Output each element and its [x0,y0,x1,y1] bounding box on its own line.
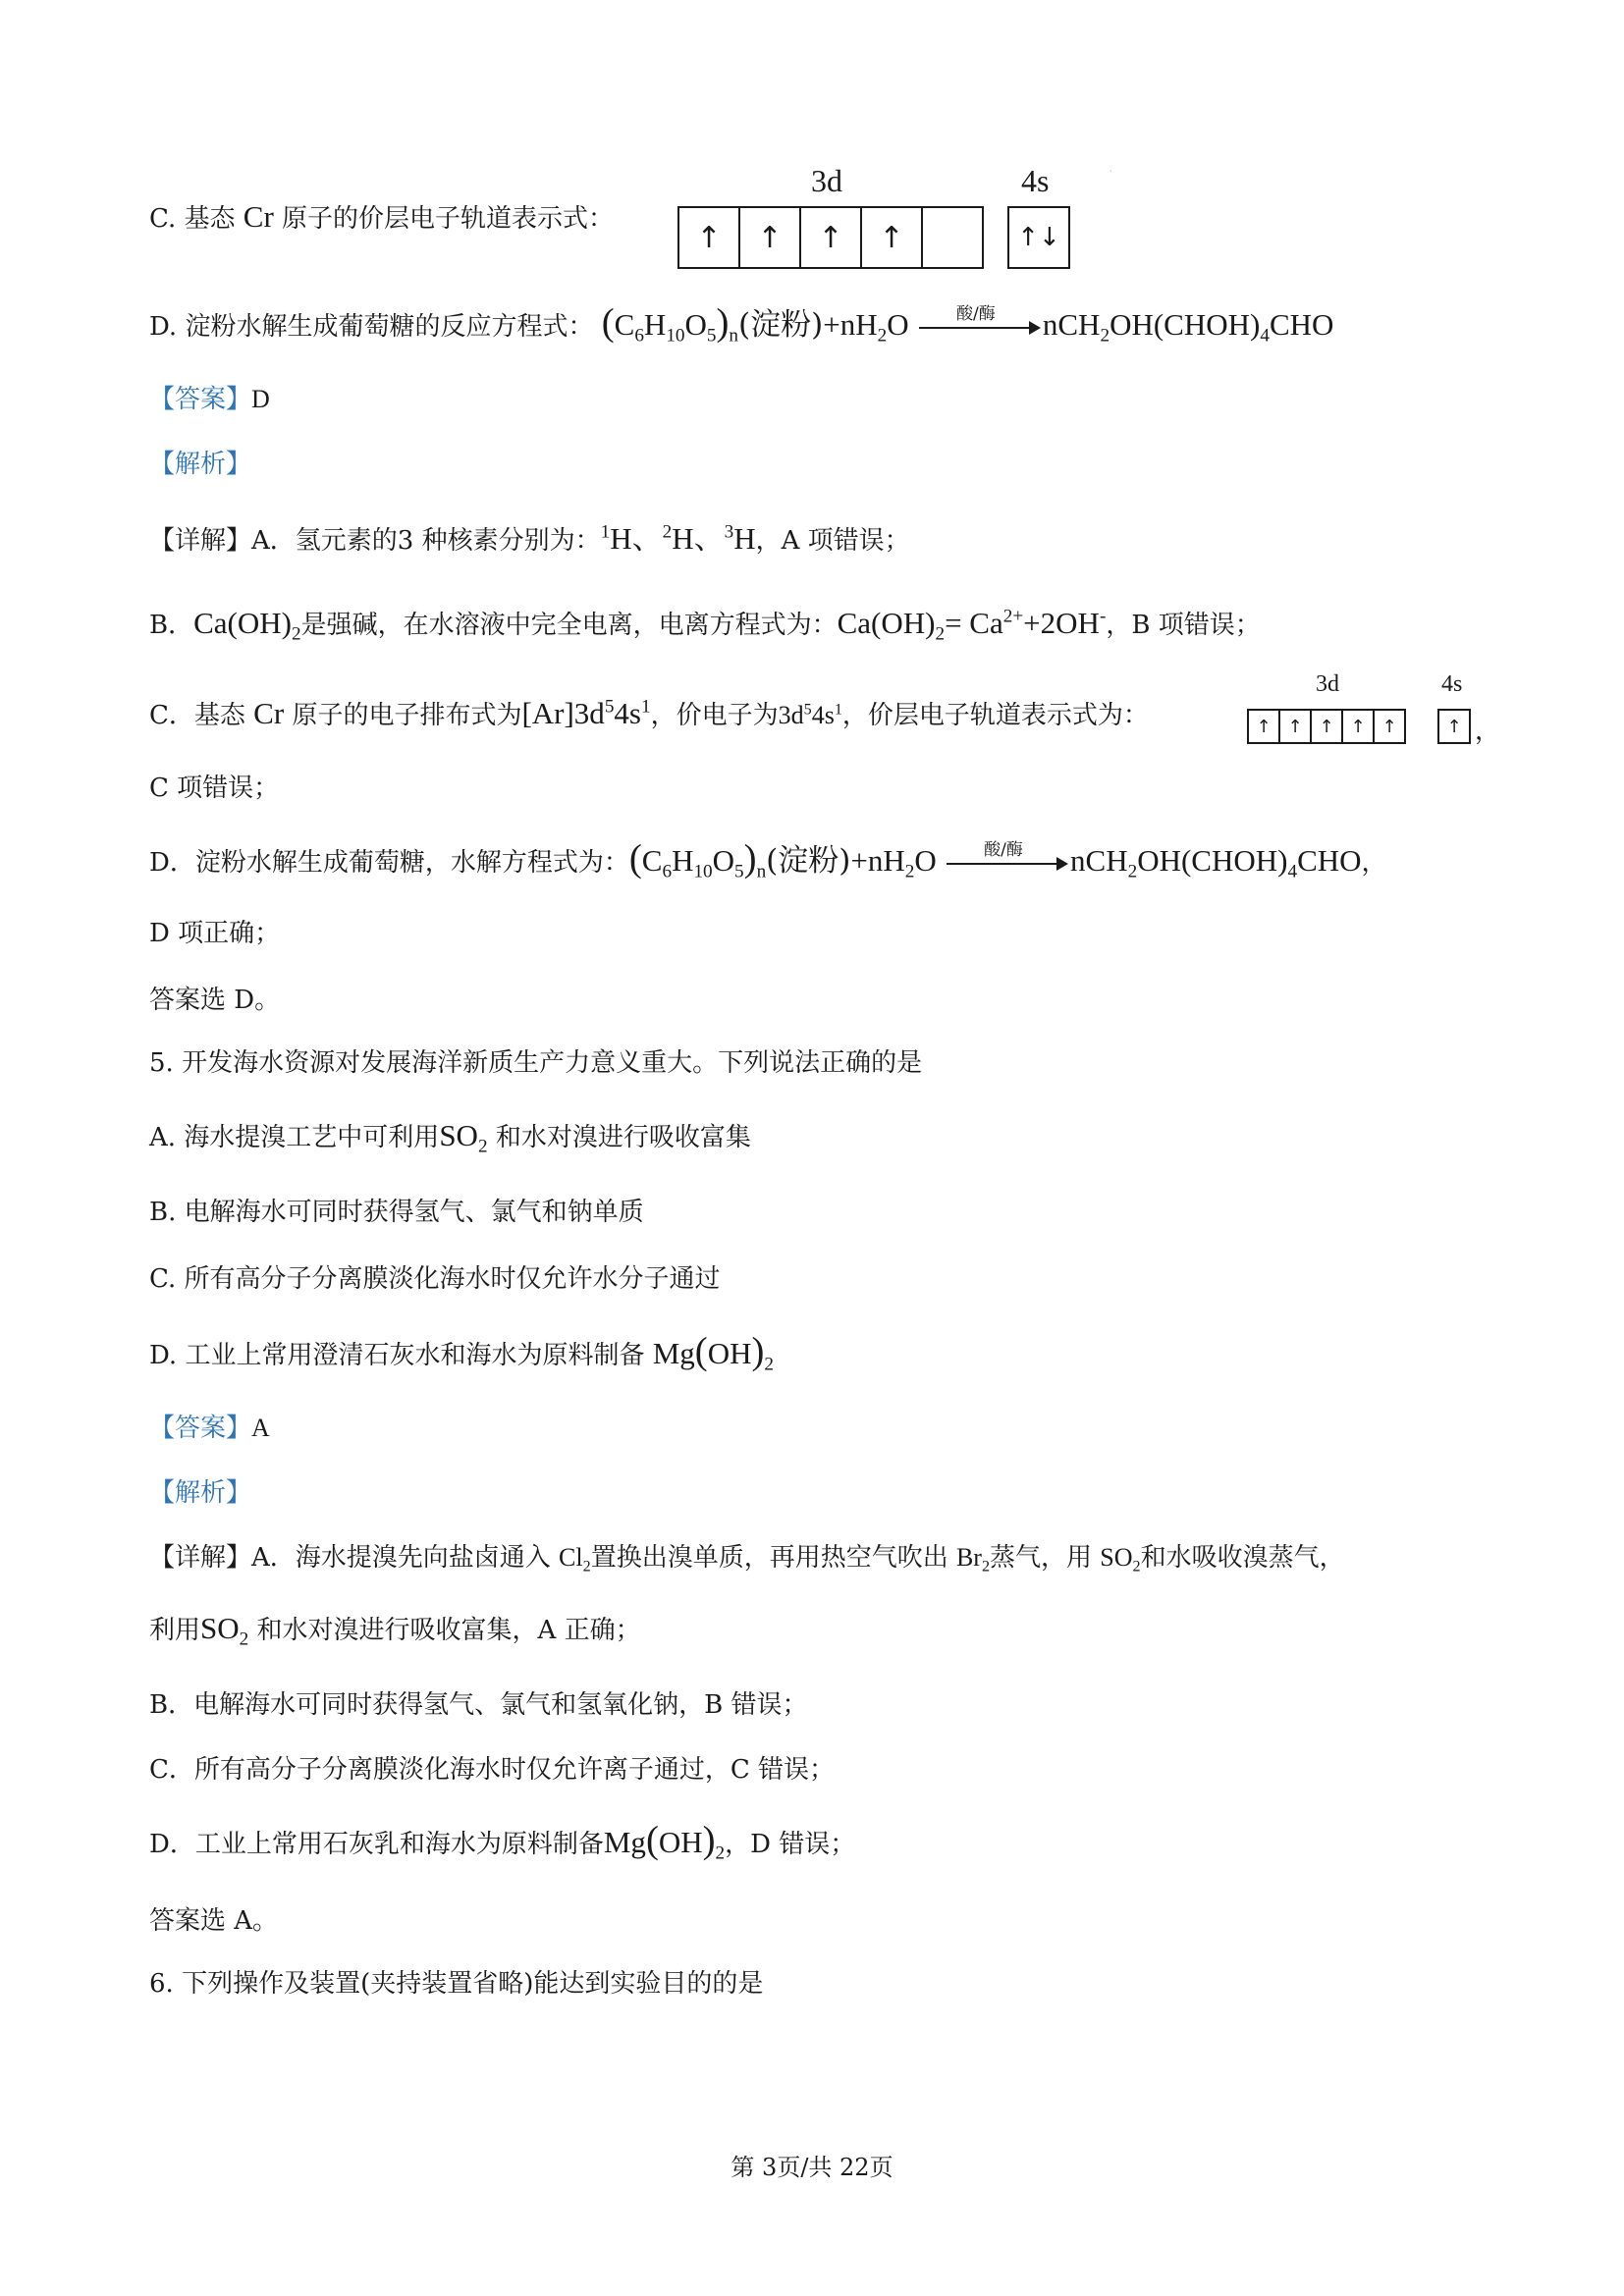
detail-d: D．淀粉水解生成葡萄糖，水解方程式为：$(C_6H_{10}O_5)_n$(淀粉)$+nH_2O$ 酸/酶 $nCH_2OH(CHOH)_4CHO$， [149,837,1387,882]
answer-choice-1: 答案选 D。 [149,986,281,1015]
explain-d: D．工业上常用石灰乳和海水为原料制备$Mg(OH)_2$，D 错误； [149,1819,856,1864]
orbital-box-4s: ↑ [1437,709,1471,744]
orbital-box: ↑ [677,206,740,269]
orbital-box: ↑ [738,206,801,269]
label-4s: 4s [1021,163,1050,198]
scan-dot: · [1110,167,1112,176]
label-3d: 3d [811,163,842,198]
analysis-1: 【解析】 [149,450,252,479]
question-5-option-a: A. 海水提溴工艺中可利用$SO_2$ 和水对溴进行吸收富集 [149,1118,751,1157]
detail-c: C．基态 Cr 原子的电子排布式为$[Ar]3d^54s^1$，价电子为$3d^54s^1$，价层电子轨道表示式为： [149,696,1149,730]
reaction-arrow: 酸/酶 [947,857,1068,871]
orbital-box: ↑ [799,206,862,269]
orbital-box: ↑ [860,206,923,269]
comma: ， [1475,717,1501,746]
detail-d-end: D 项正确； [149,919,281,948]
detail-a: 【详解】A．氢元素的3 种核素分别为：$^1$H、$^2$H、$^3$H，A 项错误； [149,521,910,556]
orbital-box [921,206,984,269]
explain-a-1: 【详解】A．海水提溴先向盐卤通入 $Cl_2$置换出溴单质，再用热空气吹出 $Br_2$蒸气，用 $SO_2$和水吸收溴蒸气， [149,1543,1345,1575]
orbital-box: ↑ [1310,709,1343,744]
label-4s: 4s [1441,671,1463,697]
reaction-arrow: 酸/酶 [919,321,1041,335]
explain-b: B．电解海水可同时获得氢气、氯气和氢氧化钠，B 错误； [149,1690,808,1720]
answer-choice-2: 答案选 A。 [149,1906,279,1936]
option-d-line: D. 淀粉水解生成葡萄糖的反应方程式： $(C_6H_{10}O_5)_n$(淀粉)$+nH_2O$ 酸/酶 $nCH_2OH(CHOH)_4CHO$ [149,301,1334,347]
question-6-stem: 6. 下列操作及装置(夹持装置省略)能达到实验目的的是 [149,1969,764,1999]
question-5-option-d: D. 工业上常用澄清石灰水和海水为原料制备 $Mg(OH)_2$ [149,1330,774,1375]
explain-a-2: 利用$SO_2$ 和水对溴进行吸收富集，A 正确； [149,1611,641,1650]
detail-b: B．$Ca(OH)_2$是强碱，在水溶液中完全电离，电离方程式为：$Ca(OH)_2= Ca^{2+}+2OH^-$，B 项错误； [149,606,1261,645]
orbital-box-4s: ↑↓ [1007,206,1070,269]
answer-2: 【答案】A [149,1414,270,1443]
question-5-option-c: C. 所有高分子分离膜淡化海水时仅允许水分子通过 [149,1264,721,1294]
analysis-2: 【解析】 [149,1478,252,1508]
orbital-box: ↑ [1341,709,1375,744]
orbital-box: ↑ [1278,709,1312,744]
label-3d: 3d [1316,671,1339,697]
option-c-line: C. 基态 Cr 原子的价层电子轨道表示式： [149,199,615,234]
detail-c-end: C 项错误； [149,774,280,803]
question-5-stem: 5. 开发海水资源对发展海洋新质生产力意义重大。下列说法正确的是 [149,1048,923,1078]
orbital-box: ↑ [1247,709,1280,744]
question-5-option-b: B. 电解海水可同时获得氢气、氯气和钠单质 [149,1198,644,1227]
page-footer: 第 3页/共 22页 [731,2154,893,2181]
answer-1: 【答案】D [149,385,270,414]
orbital-box: ↑ [1373,709,1406,744]
explain-c: C．所有高分子分离膜淡化海水时仅允许离子通过，C 错误； [149,1755,836,1785]
